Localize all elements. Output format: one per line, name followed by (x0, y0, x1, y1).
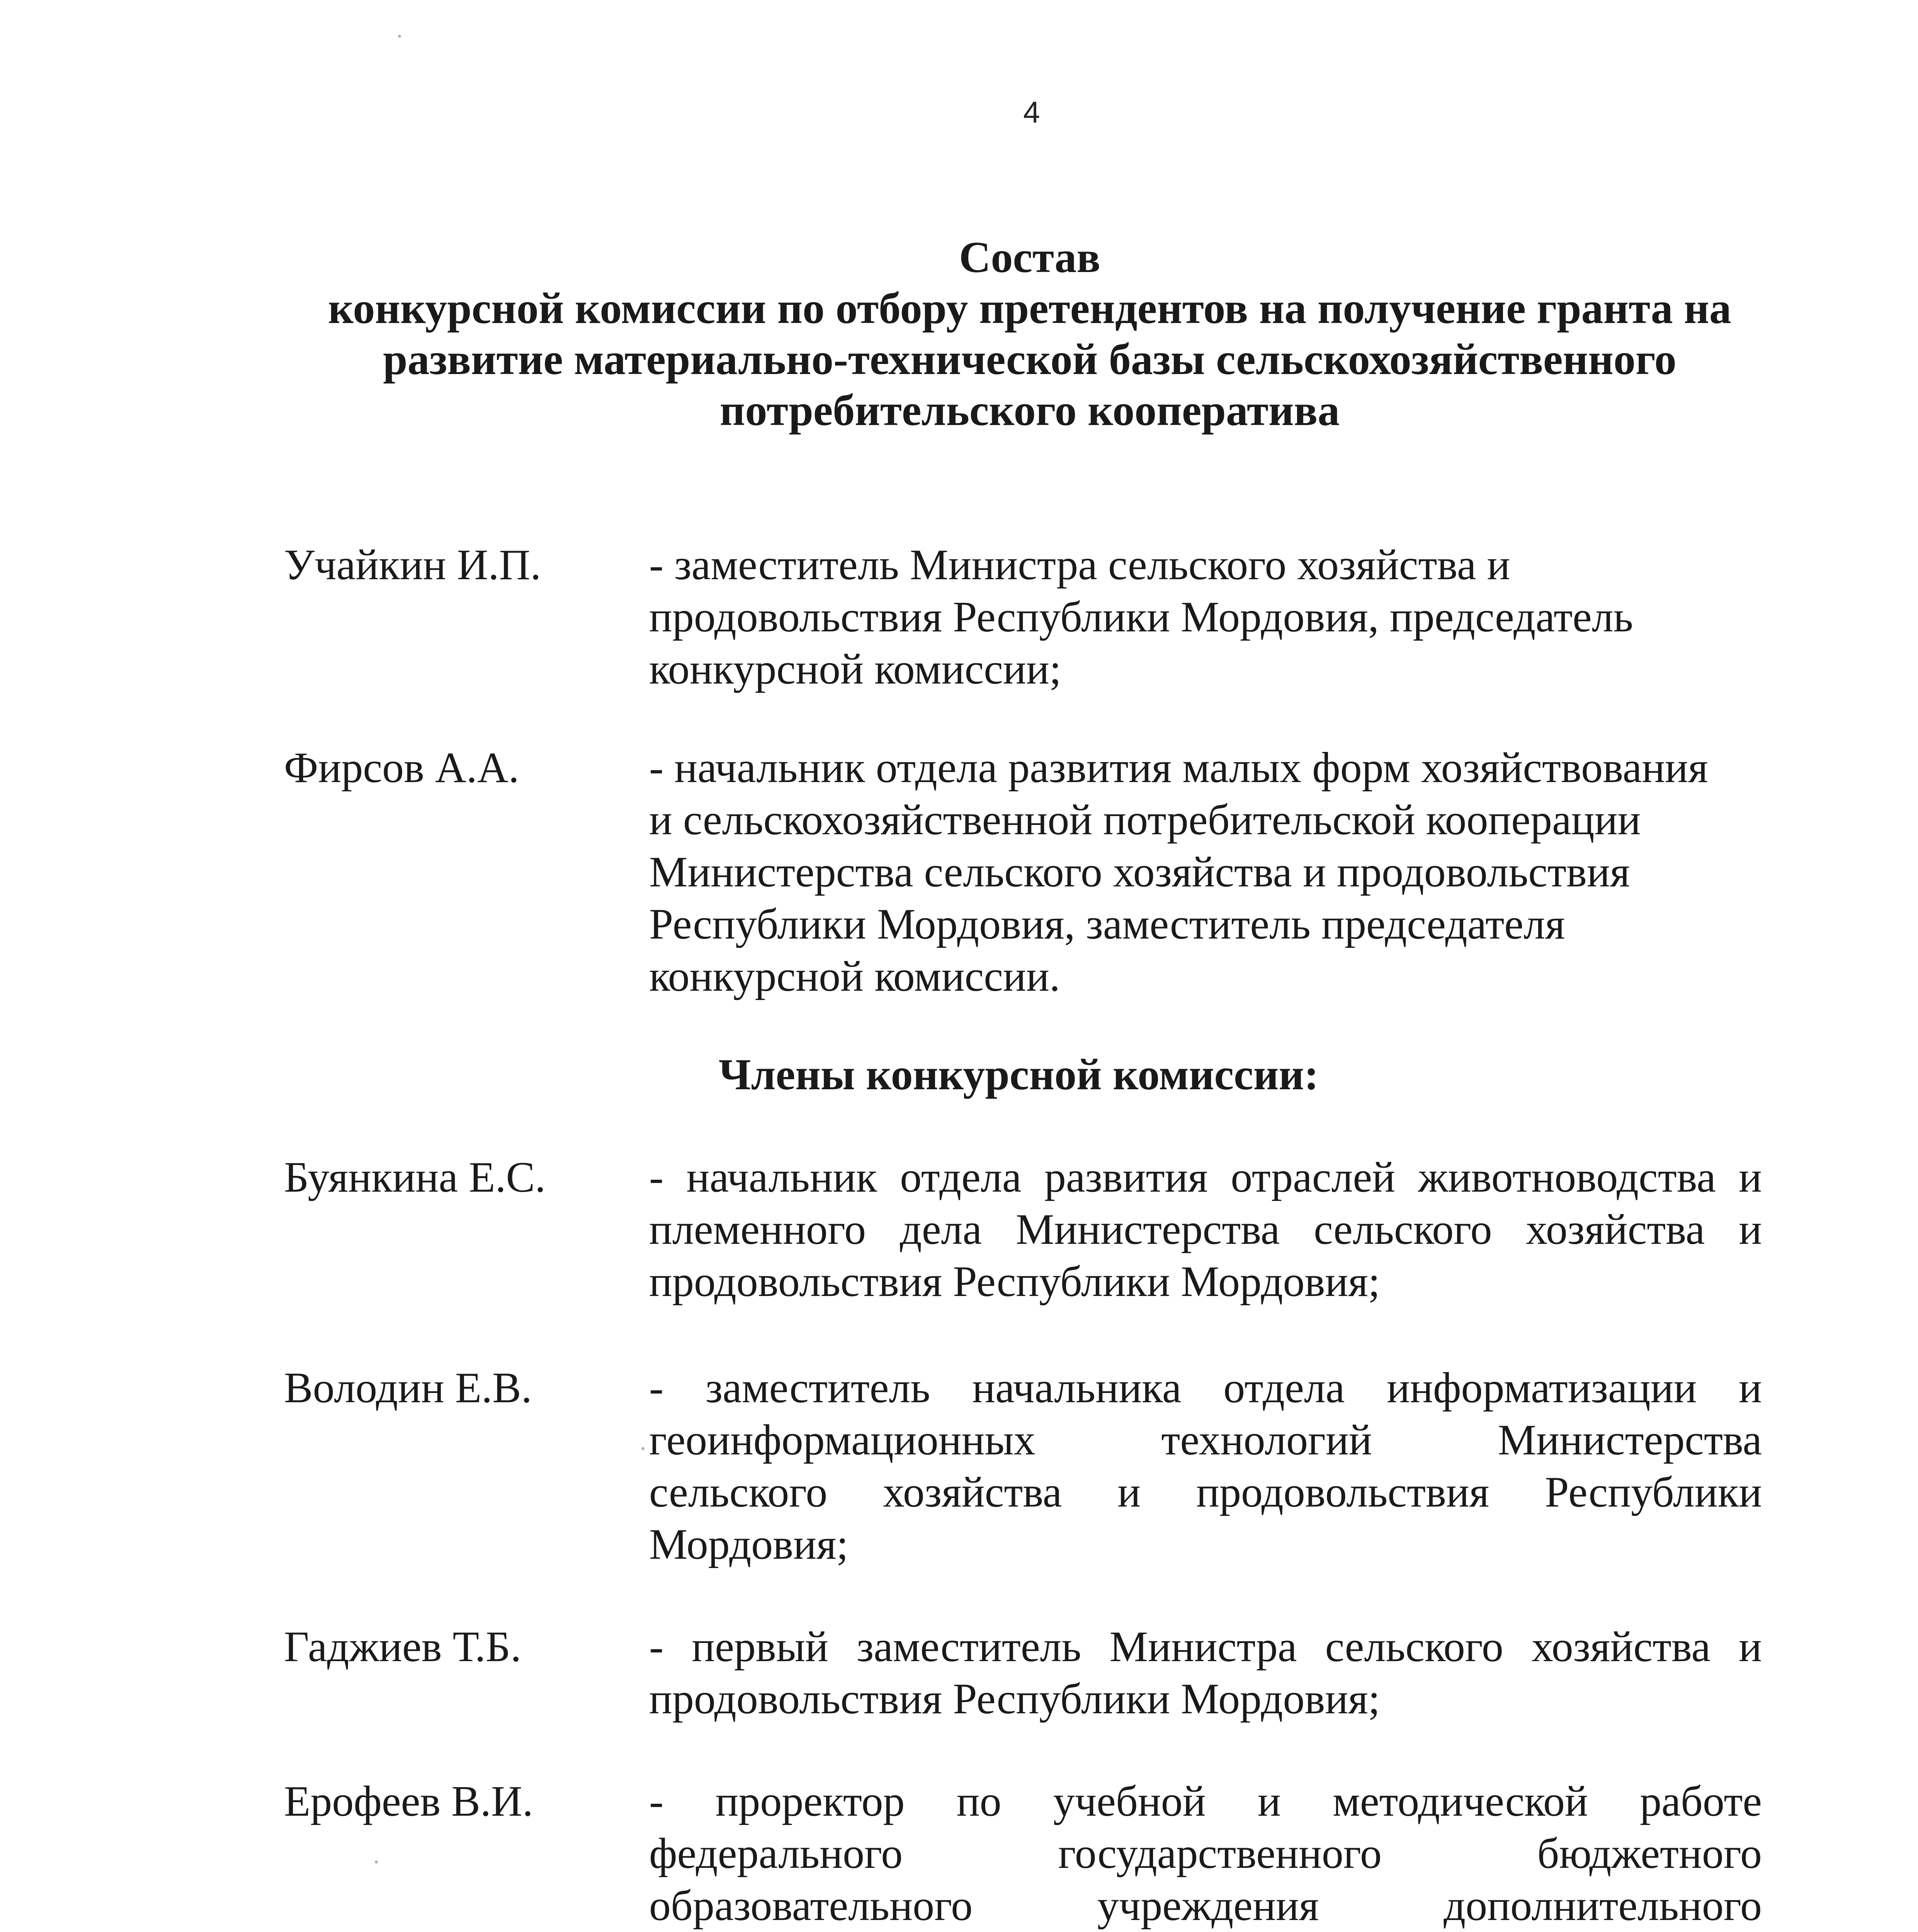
title-line-3: развитие материально-технической базы сельскохозяйственного (383, 335, 1677, 384)
member-name: Фирсов А.А. (284, 744, 519, 792)
role-line: - начальник отдела развития малых форм хозяйствования (649, 744, 1708, 792)
role-line: Республики Мордовия, заместитель председателя (649, 900, 1565, 948)
role-line: - первый заместитель Министра сельского хозяйства и (649, 1623, 1762, 1671)
role-line: федерального государственного бюджетного (649, 1830, 1762, 1878)
role-line: племенного дела Министерства сельского хозяйства и (649, 1206, 1762, 1253)
member-role (649, 1151, 1762, 1308)
role-line: - заместитель Министра сельского хозяйства и (649, 541, 1510, 589)
page-number: 4 (1023, 95, 1040, 129)
document-title (301, 232, 1758, 436)
member-role (649, 539, 1762, 696)
member-name: Учайкин И.П. (284, 541, 541, 589)
scan-speck (641, 1447, 644, 1450)
title-line-2: конкурсной комиссии по отбору претендентов на получение гранта на (328, 284, 1731, 333)
role-line: Министерства сельского хозяйства и продовольствия (649, 848, 1630, 896)
role-line: - заместитель начальника отдела информатизации и (649, 1364, 1762, 1412)
member-name: Буянкина Е.С. (284, 1153, 546, 1201)
scan-speck (375, 1861, 378, 1864)
member-role (649, 1776, 1762, 1932)
role-line: конкурсной комиссии. (649, 952, 1060, 1000)
role-line: геоинформационных технологий Министерства (649, 1416, 1762, 1464)
title-line-4: потребительского кооператива (719, 386, 1340, 435)
role-line: образовательного учреждения дополнительного (649, 1882, 1762, 1930)
role-line: продовольствия Республики Мордовия; (649, 1675, 1380, 1723)
role-line: Мордовия; (649, 1520, 848, 1568)
title-line-1: Состав (959, 233, 1100, 282)
members-heading: Члены конкурсной комиссии: (719, 1050, 1319, 1099)
role-line: конкурсной комиссии; (649, 645, 1061, 693)
role-line: продовольствия Республики Мордовия, председатель (649, 593, 1633, 641)
role-line: и сельскохозяйственной потребительской кооперации (649, 796, 1641, 844)
member-role (649, 1621, 1762, 1725)
member-name: Ерофеев В.И. (284, 1777, 533, 1825)
member-name: Володин Е.В. (284, 1364, 532, 1412)
scan-speck (398, 35, 401, 38)
member-role (649, 742, 1762, 1003)
role-line: - начальник отдела развития отраслей животноводства и (649, 1153, 1762, 1201)
member-role (649, 1362, 1762, 1571)
role-line: сельского хозяйства и продовольствия Республики (649, 1468, 1762, 1516)
role-line: продовольствия Республики Мордовия; (649, 1258, 1380, 1306)
member-name: Гаджиев Т.Б. (284, 1623, 522, 1671)
role-line: - проректор по учебной и методической работе (649, 1777, 1762, 1825)
